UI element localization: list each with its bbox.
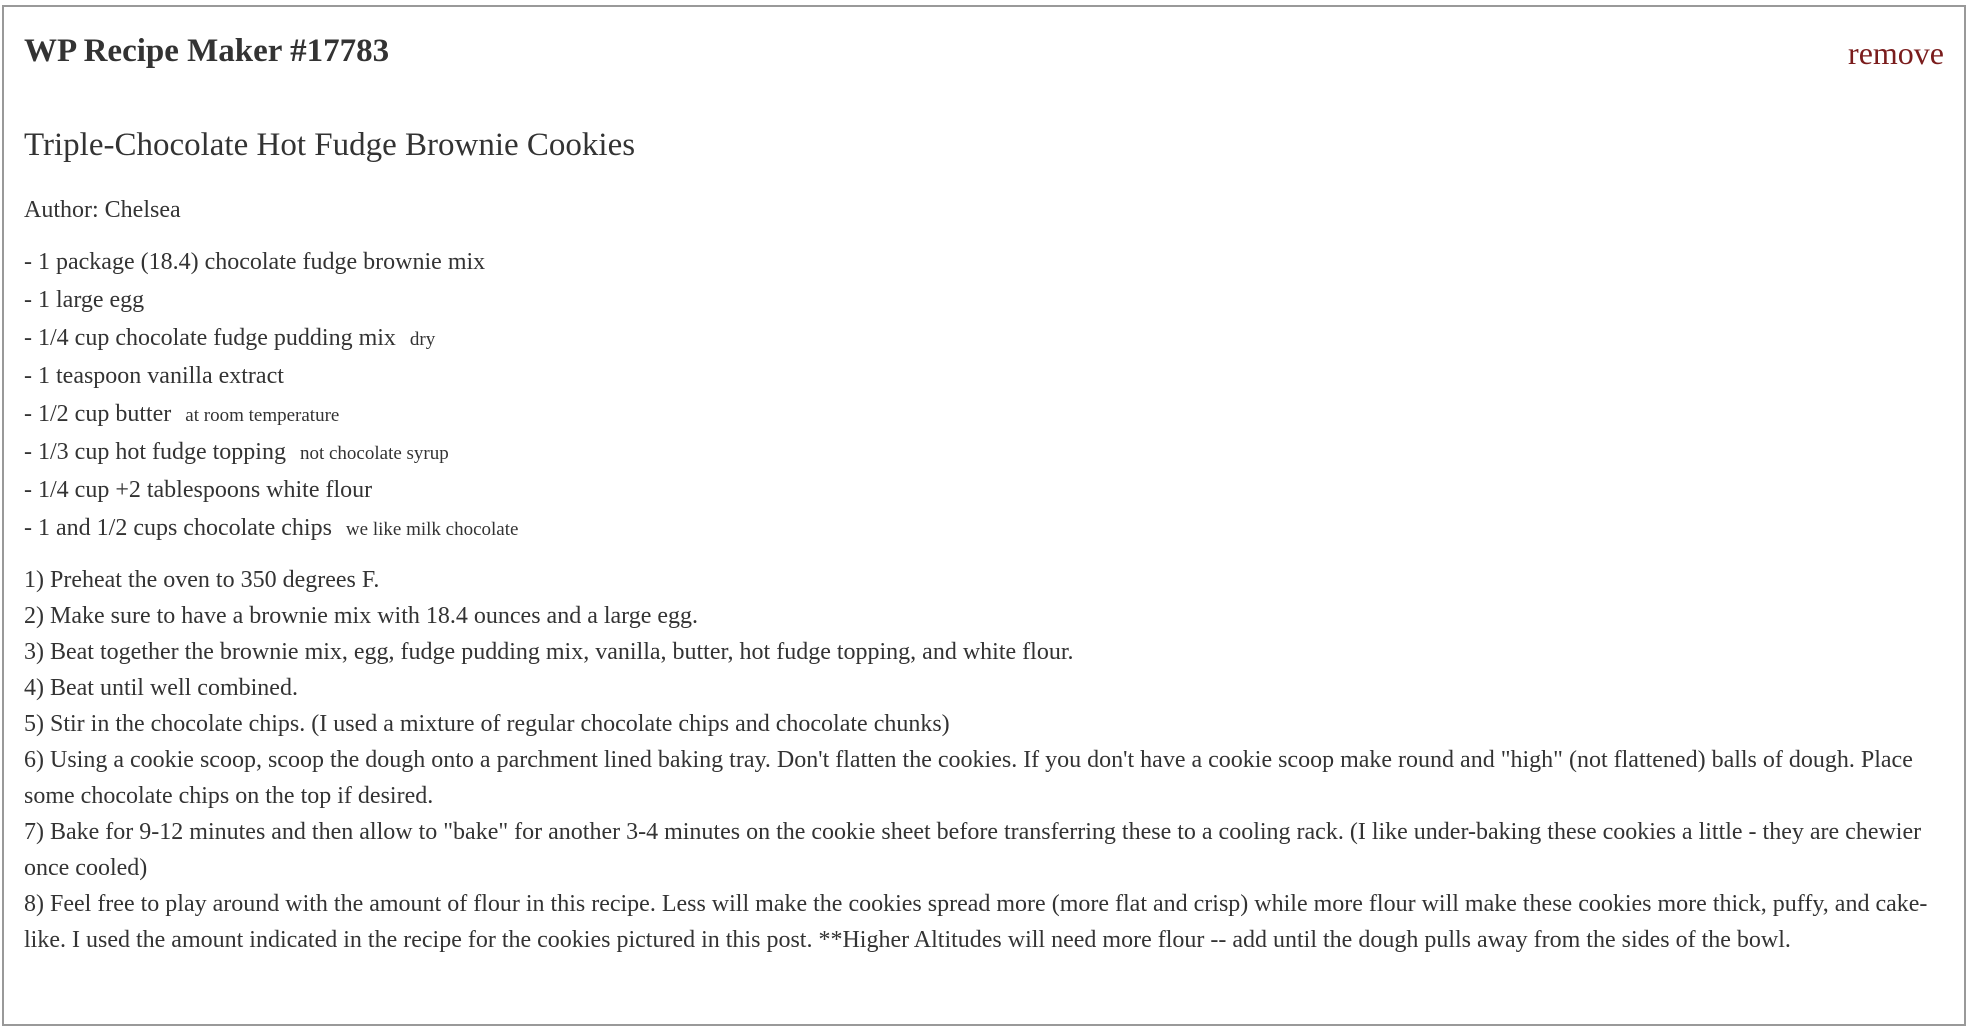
ingredient-note: not chocolate syrup bbox=[299, 443, 449, 464]
recipe-name: Triple-Chocolate Hot Fudge Brownie Cookies bbox=[24, 127, 636, 163]
ingredient-item bbox=[24, 358, 1942, 396]
instruction-step: 3) Beat together the brownie mix, egg, fudge pudding mix, vanilla, butter, hot fudge topping, and white flour. bbox=[24, 639, 1074, 665]
ingredient-text: - 1 and 1/2 cups chocolate chips bbox=[24, 515, 332, 541]
ingredient-item bbox=[24, 510, 1942, 548]
instruction-step: 7) Bake for 9-12 minutes and then allow to "bake" for another 3-4 minutes on the cookie sheet before transferring these to a cooling rack. (I like under-baking these cookies a little - they are chewier once cooled) bbox=[24, 819, 1922, 881]
instruction-step: 6) Using a cookie scoop, scoop the dough onto a parchment lined baking tray. Don't flatten the cookies. If you don't have a cookie scoop make round and "high" (not flattened) balls of dough. Place some chocolate chips on the top if desired. bbox=[24, 747, 1913, 809]
ingredient-note: we like milk chocolate bbox=[345, 519, 519, 540]
ingredient-text: - 1 large egg bbox=[24, 287, 145, 313]
instruction-step: 5) Stir in the chocolate chips. (I used a mixture of regular chocolate chips and chocolate chunks) bbox=[24, 711, 950, 737]
recipe-content bbox=[24, 125, 1942, 958]
ingredient-text: - 1/4 cup +2 tablespoons white flour bbox=[24, 477, 373, 503]
instructions-list bbox=[24, 562, 1942, 958]
instruction-step: 4) Beat until well combined. bbox=[24, 675, 298, 701]
ingredients-list bbox=[24, 244, 1942, 548]
instruction-step: 8) Feel free to play around with the amount of flour in this recipe. Less will make the cookies spread more (more flat and crisp) while more flour will make these cookies more thick, puffy, and cake-like. I used the amount indicated in the recipe for the cookies pictured in this post. **Higher Altitudes will need more flour -- add until the dough pulls away from the sides of the bowl. bbox=[24, 891, 1928, 953]
ingredient-note: dry bbox=[409, 329, 436, 350]
remove-link[interactable]: remove bbox=[1848, 35, 1944, 71]
block-header bbox=[24, 33, 1944, 79]
instruction-step: 2) Make sure to have a brownie mix with 18.4 ounces and a large egg. bbox=[24, 603, 699, 629]
instruction-step: 1) Preheat the oven to 350 degrees F. bbox=[24, 567, 380, 593]
ingredient-item bbox=[24, 244, 1942, 282]
ingredient-text: - 1/2 cup butter bbox=[24, 401, 172, 427]
block-title: WP Recipe Maker #17783 bbox=[24, 33, 390, 69]
ingredient-item bbox=[24, 472, 1942, 510]
ingredient-item bbox=[24, 320, 1942, 358]
ingredient-note: at room temperature bbox=[185, 405, 340, 426]
ingredient-text: - 1/4 cup chocolate fudge pudding mix bbox=[24, 325, 396, 351]
ingredient-text: - 1/3 cup hot fudge topping bbox=[24, 439, 286, 465]
ingredient-item bbox=[24, 396, 1942, 434]
recipe-block bbox=[2, 5, 1966, 1026]
ingredient-text: - 1 package (18.4) chocolate fudge brownie mix bbox=[24, 249, 486, 275]
ingredient-text: - 1 teaspoon vanilla extract bbox=[24, 363, 284, 389]
recipe-author: Author: Chelsea bbox=[24, 197, 181, 223]
ingredient-item bbox=[24, 434, 1942, 472]
ingredient-item bbox=[24, 282, 1942, 320]
